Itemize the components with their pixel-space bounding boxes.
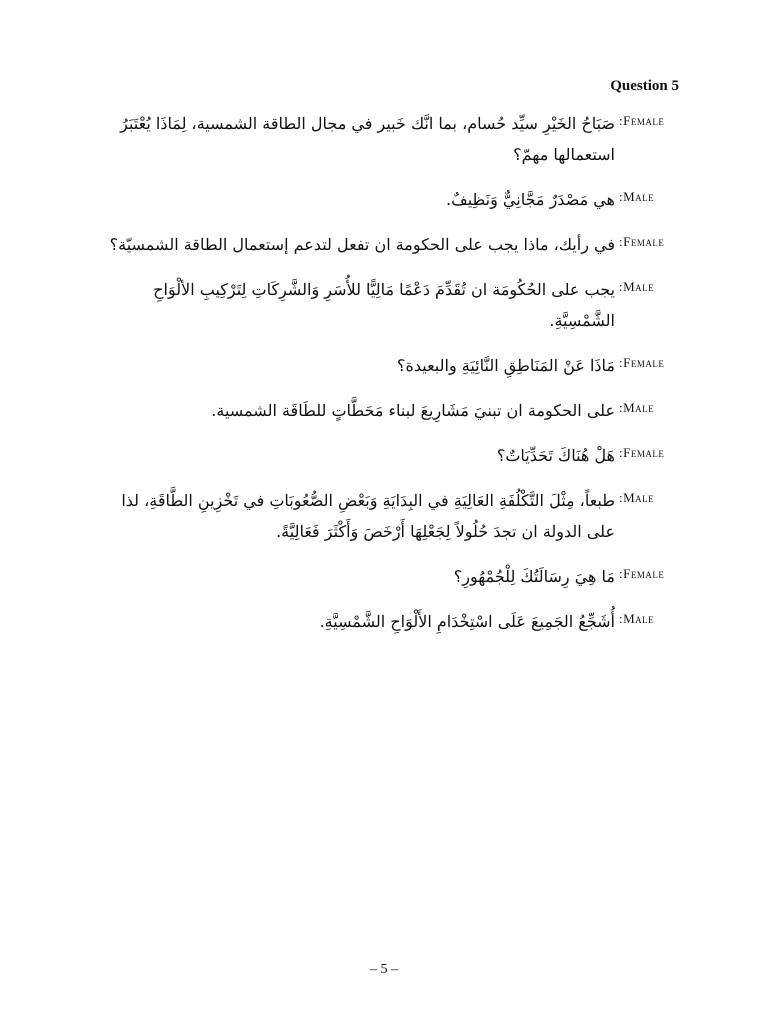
dialogue-turn: [90, 395, 679, 426]
dialogue-turn: [90, 440, 679, 471]
speech-text: أُشَجِّعُ الجَمِيعَ عَلَى اسْتِخْدَامِ الأَلْوَاحِ الشَّمْسِيَّةِ.: [319, 612, 615, 631]
speaker-label: :Female: [619, 355, 665, 370]
speaker-label: :Female: [619, 234, 665, 249]
dialogue-turn: [90, 485, 679, 547]
speech-text: هي مَصْدَرٌ مَجَّانِيٌّ وَنَظِيفٌ.: [446, 190, 615, 209]
dialogue-turn: [90, 108, 679, 170]
dialogue-turn: [90, 350, 679, 381]
page-number: – 5 –: [370, 962, 398, 977]
dialogue-turn: [90, 561, 679, 592]
speaker-label: :Female: [619, 566, 665, 581]
speech-text: صَبَاحُ الخَيْرِ سيِّد حُسام، بما انَّك خَبير في مجال الطاقة الشمسية، لِمَاذَا يُعْتَبَرُ استعمالها مهمّ؟: [120, 114, 615, 164]
speaker-label: :Female: [619, 113, 665, 128]
speaker-label: :Female: [619, 445, 665, 460]
dialogue-turn: [90, 606, 679, 637]
dialogue-turn: [90, 184, 679, 215]
dialogue-turn: [90, 274, 679, 336]
speaker-label: :Male: [619, 611, 655, 626]
speaker-label: :Male: [619, 279, 655, 294]
speech-text: في رأيك، ماذا يجب على الحكومة ان تفعل لتدعم إستعمال الطاقة الشمسيّة؟: [109, 235, 615, 254]
dialogue-turn: [90, 229, 679, 260]
question-title: Question 5: [610, 78, 679, 94]
speech-text: يجب على الحُكُومَة ان تُقَدِّمَ دَعْمًا مَالِيًّا للأُسَرِ وَالشَّرِكَاتِ لِتَرْكِيبِ الألْوَاحِ الشَّمْسِيَّةِ.: [153, 280, 615, 330]
speech-text: مَاذَا عَنْ المَنَاطِقِ النَّائِيَةِ والبعيدة؟: [396, 356, 615, 375]
speech-text: مَا هِيَ رِسَالَتُكَ لِلْجُمْهُورِ؟: [453, 567, 615, 586]
speaker-label: :Male: [619, 490, 655, 505]
dialogue: [90, 108, 679, 651]
speech-text: هَلْ هُنَاكَ تَحَدِّيَاتٌ؟: [496, 446, 615, 465]
speech-text: طبعاً، مِثْلَ التَّكْلُفَةِ العَالِيَةِ في البِدَايَةِ وَبَعْضِ الصُّعُوبَاتِ في تَخْزِينِ الطَّاقَةِ، لذا على الدولة ان تجدَ حُلُولاً لِجَعْلِهَا أَرْخَصَ وَأَكْثَرَ فَعَالِيَّةً.: [121, 491, 615, 541]
speaker-label: :Male: [619, 400, 655, 415]
speaker-label: :Male: [619, 189, 655, 204]
speech-text: على الحكومة ان تبنيَ مَشَارِيعَ لبناء مَحَطَّاتٍ للطَاقَة الشمسية.: [211, 401, 615, 420]
